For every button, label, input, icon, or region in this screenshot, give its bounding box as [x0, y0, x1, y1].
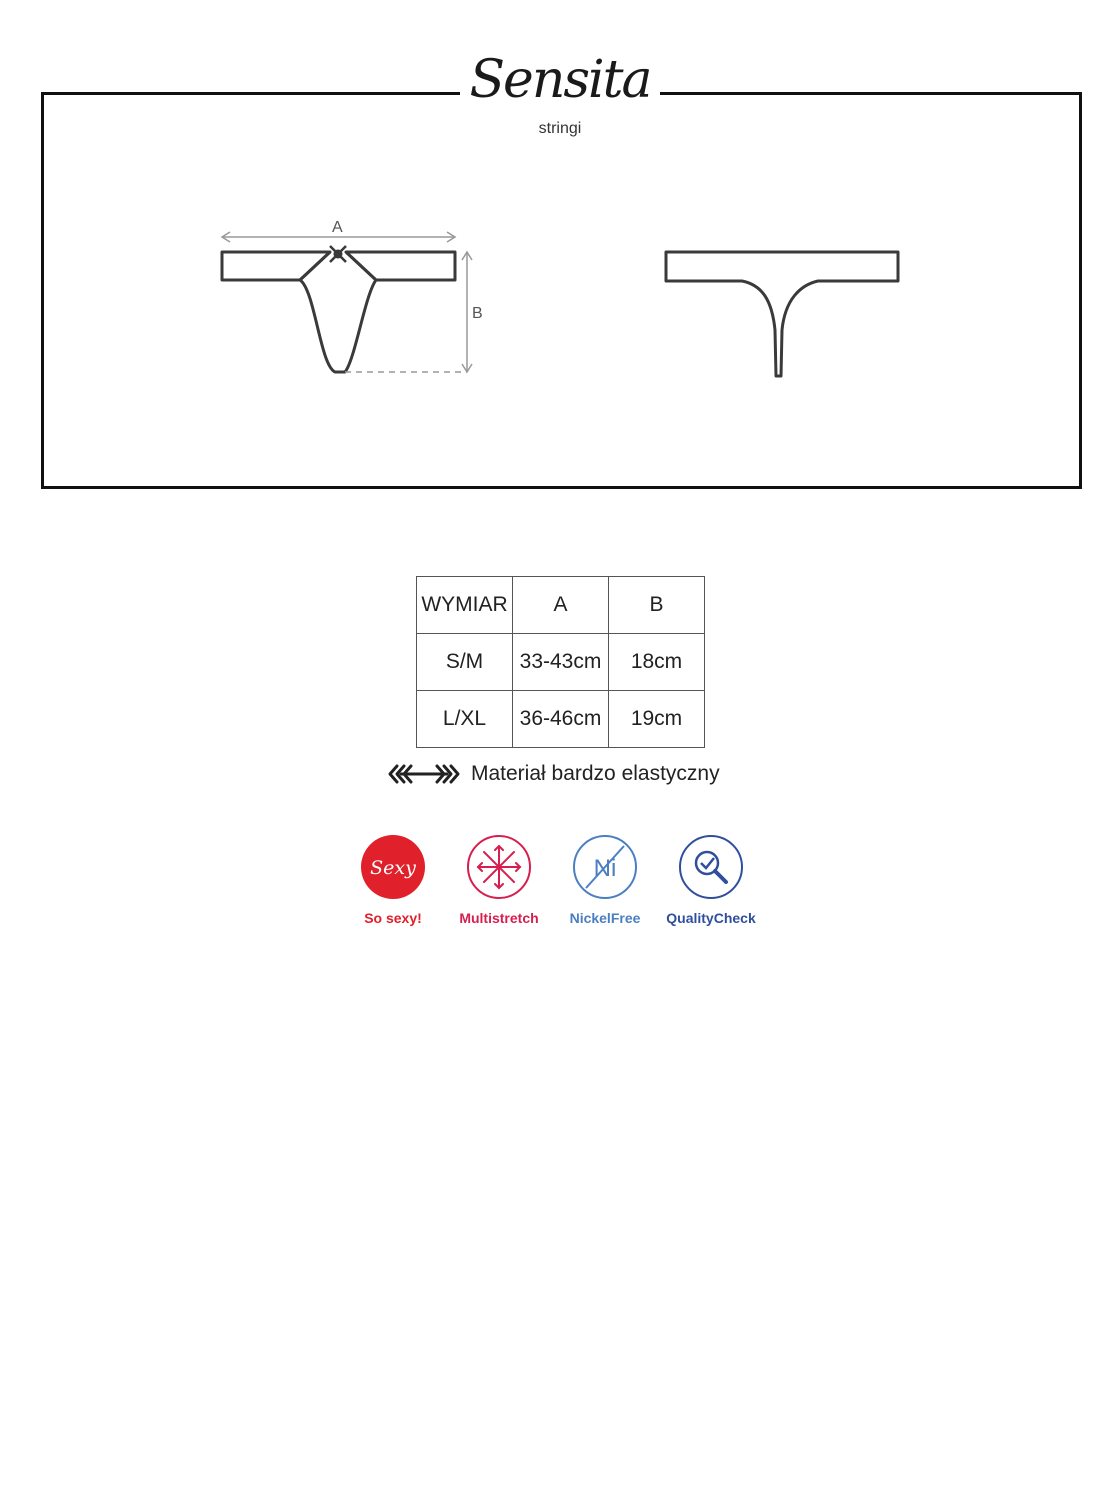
product-drawings	[0, 0, 1120, 500]
table-header-row	[417, 577, 705, 634]
table-cell: 19cm	[609, 691, 705, 748]
badge-multistretch	[444, 834, 554, 926]
table-header-cell: A	[513, 577, 609, 634]
table-row	[417, 691, 705, 748]
multistretch-icon	[466, 834, 532, 900]
sexy-icon-text: Sexy	[370, 857, 416, 879]
stretch-note-text: Materiał bardzo elastyczny	[471, 762, 720, 785]
product-type: stringi	[538, 120, 582, 137]
size-table	[416, 576, 705, 748]
table-cell: S/M	[417, 634, 513, 691]
table-cell: L/XL	[417, 691, 513, 748]
table-header-cell: WYMIAR	[417, 577, 513, 634]
brand-name: Sensita	[469, 50, 651, 110]
badge-nickel-free	[550, 834, 660, 926]
badge-label: Multistretch	[459, 910, 539, 926]
dimension-a-label: A	[332, 219, 343, 236]
stretch-note	[387, 760, 720, 788]
table-header-cell: B	[609, 577, 705, 634]
sexy-icon	[360, 834, 426, 900]
badge-label: NickelFree	[569, 910, 641, 926]
table-cell: 36-46cm	[513, 691, 609, 748]
nickel-free-icon-text: Ni	[593, 855, 617, 882]
dimension-b-label: B	[472, 305, 483, 322]
quality-check-icon	[678, 834, 744, 900]
feature-badges	[356, 834, 766, 934]
badge-so-sexy	[338, 834, 448, 926]
back-view-drawing	[666, 252, 898, 376]
nickel-free-icon	[572, 834, 638, 900]
table-row	[417, 634, 705, 691]
badge-label: So sexy!	[364, 910, 422, 926]
table-cell: 33-43cm	[513, 634, 609, 691]
front-view-drawing	[222, 246, 455, 372]
badge-label: QualityCheck	[666, 910, 756, 926]
double-arrow-icon	[387, 762, 461, 786]
badge-quality-check	[656, 834, 766, 926]
table-cell: 18cm	[609, 634, 705, 691]
